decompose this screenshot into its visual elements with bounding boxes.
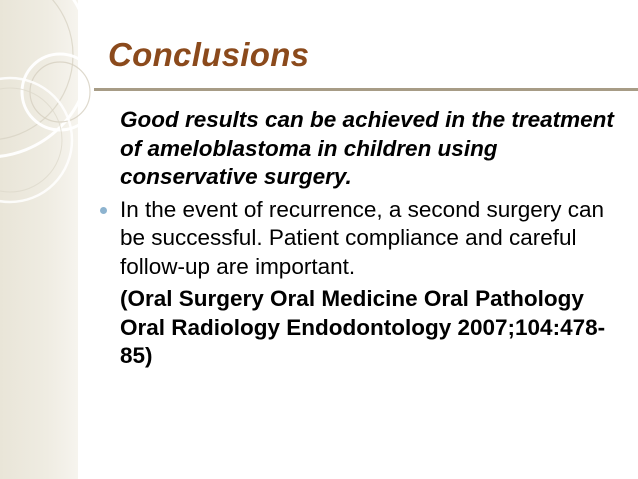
- filled-circle-bullet-icon: [100, 207, 107, 214]
- recurrence-text: In the event of recurrence, a second surgery can be successful. Patient compliance and careful follow-up are important.: [120, 196, 605, 279]
- citation-paragraph: [100, 285, 620, 371]
- slide-title: Conclusions: [108, 36, 310, 73]
- slide-content: [100, 106, 620, 371]
- recurrence-paragraph: [100, 196, 620, 282]
- citation-text: (Oral Surgery Oral Medicine Oral Pathology Oral Radiology Endodontology 2007;104:478-85): [120, 286, 606, 368]
- title-divider: [94, 88, 638, 91]
- conclusion-text: Good results can be achieved in the treatment of ameloblastoma in children using conservative surgery.: [120, 107, 614, 189]
- conclusion-paragraph: [100, 106, 620, 192]
